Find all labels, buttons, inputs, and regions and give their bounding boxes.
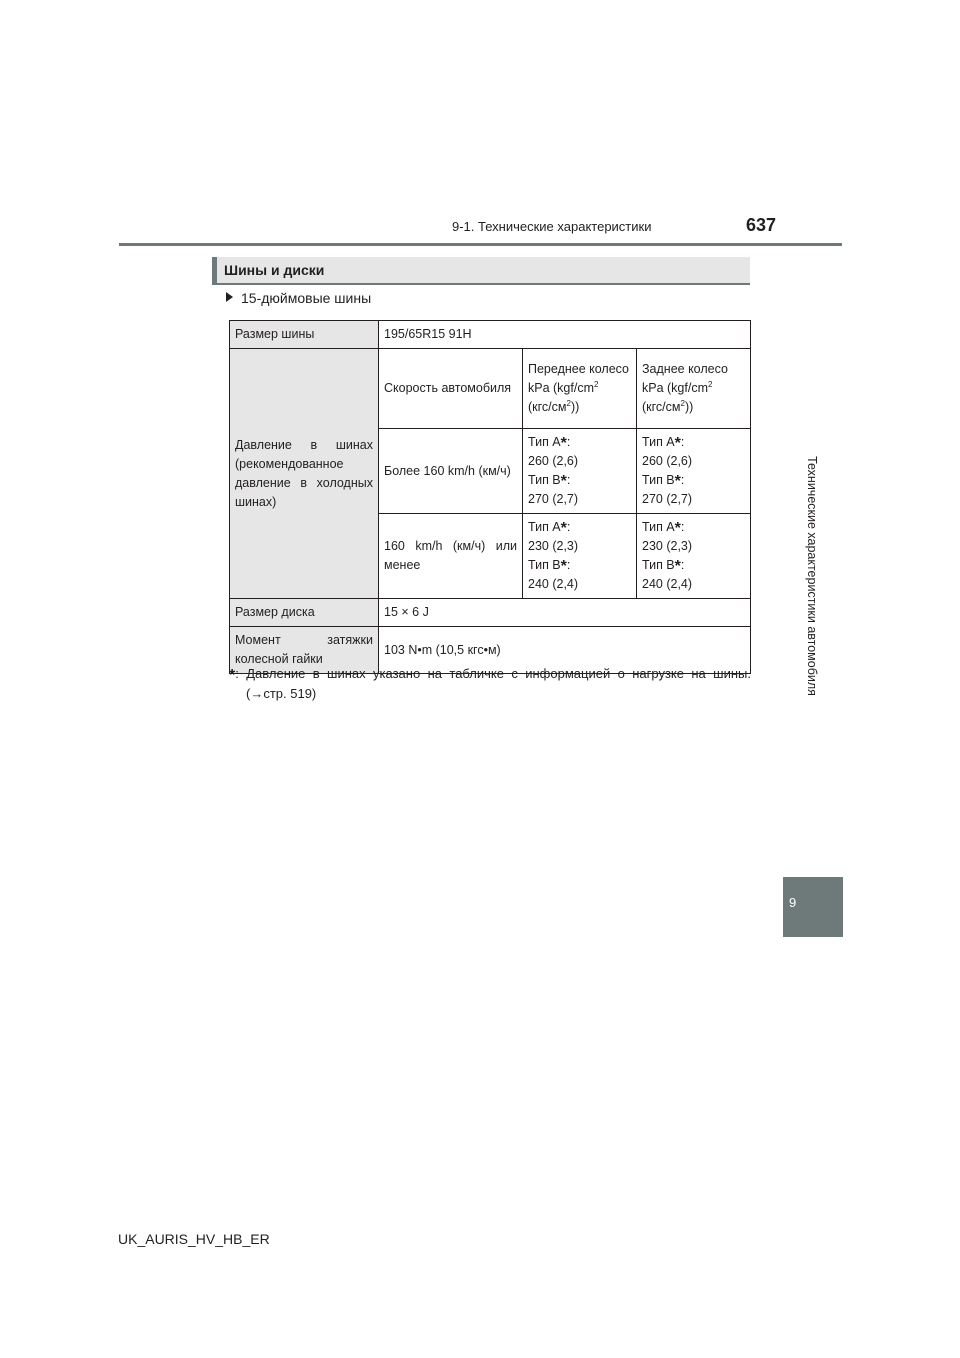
row2-front-a: 230 (2,3) [528,539,579,553]
row1-front-a: 260 (2,6) [528,454,579,468]
front-wheel-header-line1: Переднее колесо [528,362,630,376]
colon: : [680,520,685,534]
table-row [230,321,751,349]
rear-wheel-header-units: kPa (kgf/cm [642,381,708,395]
section-heading-bar [212,257,217,283]
row2-front [523,514,637,599]
colon: : [566,520,571,534]
close-paren: )) [570,400,580,414]
footnote [229,664,751,704]
row2-rear [637,514,751,599]
close-paren: )) [684,400,694,414]
rear-wheel-header-units-ru: (кгс/см [642,400,681,414]
tire-spec-table [229,320,751,674]
front-wheel-header-units: kPa (kgf/cm [528,381,594,395]
type-b-label: Тип B [642,558,675,572]
colon: : [680,558,685,572]
row1-speed: Более 160 km/h (км/ч) [379,429,523,514]
type-a-label: Тип A [528,435,561,449]
colon: : [566,435,571,449]
type-a-label: Тип A [528,520,561,534]
pressure-label: Давление в шинах (рекомендованное давление в холодных шинах) [230,349,379,599]
row1-front [523,429,637,514]
subsection-bullet [226,290,371,306]
footnote-text: : Давление в шинах указано на табличке с информацией о нагрузке на шины. [235,666,751,681]
document-code: UK_AURIS_HV_HB_ER [118,1231,270,1247]
type-b-label: Тип B [528,473,561,487]
asterisk: * [674,435,681,452]
tire-size-value: 195/65R15 91H [379,321,751,349]
running-header-section: 9-1. Технические характеристики [452,219,652,234]
chapter-number: 9 [789,895,797,910]
torque-value: 103 N•m (10,5 кгс•м) [379,627,751,674]
wheel-size-label: Размер диска [230,599,379,627]
row1-rear-a: 260 (2,6) [642,454,693,468]
asterisk: * [560,520,567,537]
footnote-asterisk: * [229,667,236,684]
superscript: 2 [680,398,685,408]
asterisk: * [560,473,567,490]
front-wheel-header [523,349,637,429]
asterisk: * [674,520,681,537]
type-a-label: Тип A [642,520,675,534]
section-heading [212,257,750,285]
table-row [230,599,751,627]
superscript: 2 [566,398,571,408]
type-b-label: Тип B [642,473,675,487]
subsection-title: 15-дюймовые шины [241,290,372,306]
rear-wheel-header-line1: Заднее колесо [642,362,728,376]
header-rule [119,243,842,246]
asterisk: * [674,558,681,575]
triangle-bullet-icon [226,292,233,302]
tire-size-label: Размер шины [230,321,379,349]
colon: : [680,435,685,449]
wheel-size-value: 15 × 6 J [379,599,751,627]
page-number: 637 [746,215,777,235]
row2-rear-a: 230 (2,3) [642,539,693,553]
chapter-side-title: Технические характеристики автомобиля [805,456,819,696]
colon: : [566,558,571,572]
table-row [230,349,751,429]
row2-speed: 160 km/h (км/ч) или менее [379,514,523,599]
row1-front-b: 270 (2,7) [528,492,579,506]
asterisk: * [674,473,681,490]
torque-label: Момент затяжки колесной гайки [230,627,379,674]
colon: : [566,473,571,487]
superscript: 2 [708,379,713,389]
row2-front-b: 240 (2,4) [528,577,579,591]
colon: : [680,473,685,487]
type-a-label: Тип A [642,435,675,449]
rear-wheel-header [637,349,751,429]
speed-column-header: Скорость автомобиля [379,349,523,429]
front-wheel-header-units-ru: (кгс/см [528,400,567,414]
asterisk: * [560,558,567,575]
asterisk: * [560,435,567,452]
row1-rear-b: 270 (2,7) [642,492,693,506]
section-title: Шины и диски [224,262,325,278]
type-b-label: Тип B [528,558,561,572]
row1-rear [637,429,751,514]
footnote-reference: (→стр. 519) [246,686,317,701]
row2-rear-b: 240 (2,4) [642,577,693,591]
superscript: 2 [594,379,599,389]
chapter-tab [783,877,843,937]
